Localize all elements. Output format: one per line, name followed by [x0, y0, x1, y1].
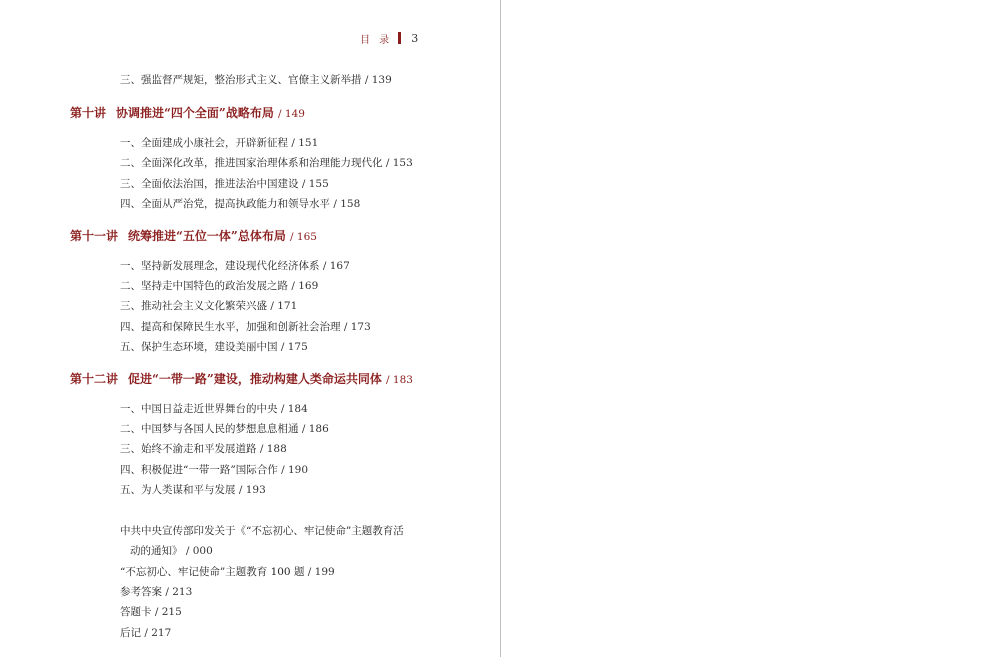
toc-entry [120, 483, 266, 497]
toc-entry [120, 463, 308, 477]
toc-entry-page: / 188 [259, 443, 287, 455]
toc-chapter-heading [70, 371, 413, 388]
toc-entry-page: / 171 [270, 300, 298, 312]
toc-entry-text: 四、提高和保障民生水平，加强和创新社会治理 [120, 321, 341, 333]
toc-entry-page: / 186 [301, 423, 329, 435]
toc-entry-page: / 155 [301, 178, 329, 190]
toc-entry-page: / 153 [385, 157, 413, 169]
toc-chapter-number: 第十讲 [70, 106, 107, 120]
toc-chapter-title: 统筹推进“五位一体”总体布局 [128, 229, 286, 243]
toc-chapter-number: 第十一讲 [70, 229, 119, 243]
running-head-label: 目 录 [360, 34, 393, 46]
toc-appendix-entry [120, 565, 335, 579]
toc-entry-text: 三、推动社会主义文化繁荣兴盛 [120, 300, 267, 312]
running-head-page-number: 3 [411, 31, 419, 45]
toc-appendix-entry [120, 524, 404, 538]
toc-entry [120, 320, 371, 334]
toc-entry [120, 279, 318, 293]
toc-entry-text: 一、中国日益走近世界舞台的中央 [120, 403, 278, 415]
toc-entry-text: 五、为人类谋和平与发展 [120, 484, 236, 496]
toc-appendix-entry [120, 585, 192, 599]
toc-entry-page: / 215 [154, 606, 182, 618]
toc-entry-text: 三、强监督严规矩，整治形式主义、官僚主义新举措 [120, 74, 362, 86]
toc-entry-page: / 167 [322, 260, 350, 272]
toc-entry [120, 136, 318, 150]
toc-entry-page: / 173 [343, 321, 371, 333]
toc-entry-text: 答题卡 [120, 606, 152, 618]
toc-chapter-page: / 165 [290, 231, 317, 243]
toc-entry-text: 三、始终不渝走和平发展道路 [120, 443, 257, 455]
toc-entry-text: 三、全面依法治国，推进法治中国建设 [120, 178, 299, 190]
toc-entry [120, 422, 329, 436]
toc-entry-page: / 000 [185, 545, 213, 557]
toc-entry-page: / 175 [280, 341, 308, 353]
toc-entry-page: / 158 [333, 198, 361, 210]
toc-entry-text: 参考答案 [120, 586, 162, 598]
toc-appendix-entry [120, 626, 171, 640]
toc-chapter-heading [70, 105, 305, 122]
toc-entry-text: 五、保护生态环境，建设美丽中国 [120, 341, 278, 353]
right-page-blank [501, 0, 999, 657]
toc-entry-page: / 199 [307, 566, 335, 578]
toc-entry-text: 动的通知》 [130, 545, 183, 557]
toc-entry-text: 四、积极促进“一带一路”国际合作 [120, 464, 278, 476]
toc-entry-page: / 169 [291, 280, 319, 292]
toc-chapter-page: / 149 [278, 108, 305, 120]
toc-entry-text: 四、全面从严治党，提高执政能力和领导水平 [120, 198, 330, 210]
toc-chapter-page: / 183 [386, 374, 413, 386]
toc-entry-text: 二、中国梦与各国人民的梦想息息相通 [120, 423, 299, 435]
toc-entry-text: 一、坚持新发展理念，建设现代化经济体系 [120, 260, 320, 272]
toc-entry-page: / 184 [280, 403, 308, 415]
running-head [360, 30, 418, 46]
toc-entry-page: / 217 [144, 627, 172, 639]
toc-entry [120, 177, 329, 191]
toc-entry [120, 156, 413, 170]
toc-entry [120, 197, 360, 211]
toc-entry [120, 402, 308, 416]
toc-entry-text: 后记 [120, 627, 141, 639]
toc-entry [120, 340, 308, 354]
toc-entry [120, 442, 287, 456]
toc-entry-page: / 193 [238, 484, 266, 496]
toc-entry-text: 二、坚持走中国特色的政治发展之路 [120, 280, 288, 292]
toc-entry-text: 二、全面深化改革，推进国家治理体系和治理能力现代化 [120, 157, 383, 169]
toc-entry-page: / 213 [165, 586, 193, 598]
running-head-rule [398, 32, 401, 44]
toc-appendix-entry-continued [130, 544, 213, 558]
toc-entry [120, 259, 350, 273]
toc-entry-page: / 190 [281, 464, 309, 476]
toc-entry-text: 中共中央宣传部印发关于《“不忘初心、牢记使命”主题教育活 [120, 525, 404, 537]
toc-entry-text: “不忘初心、牢记使命”主题教育 100 题 [120, 566, 305, 578]
toc-chapter-title: 促进“一带一路”建设，推动构建人类命运共同体 [128, 372, 382, 386]
toc-chapter-heading [70, 228, 317, 245]
toc-entry [120, 299, 297, 313]
toc-entry [120, 73, 392, 87]
toc-entry-page: / 151 [291, 137, 319, 149]
toc-appendix-entry [120, 605, 182, 619]
toc-entry-text: 一、全面建成小康社会，开辟新征程 [120, 137, 288, 149]
toc-chapter-number: 第十二讲 [70, 372, 119, 386]
toc-chapter-title: 协调推进“四个全面”战略布局 [116, 106, 274, 120]
toc-entry-page: / 139 [364, 74, 392, 86]
